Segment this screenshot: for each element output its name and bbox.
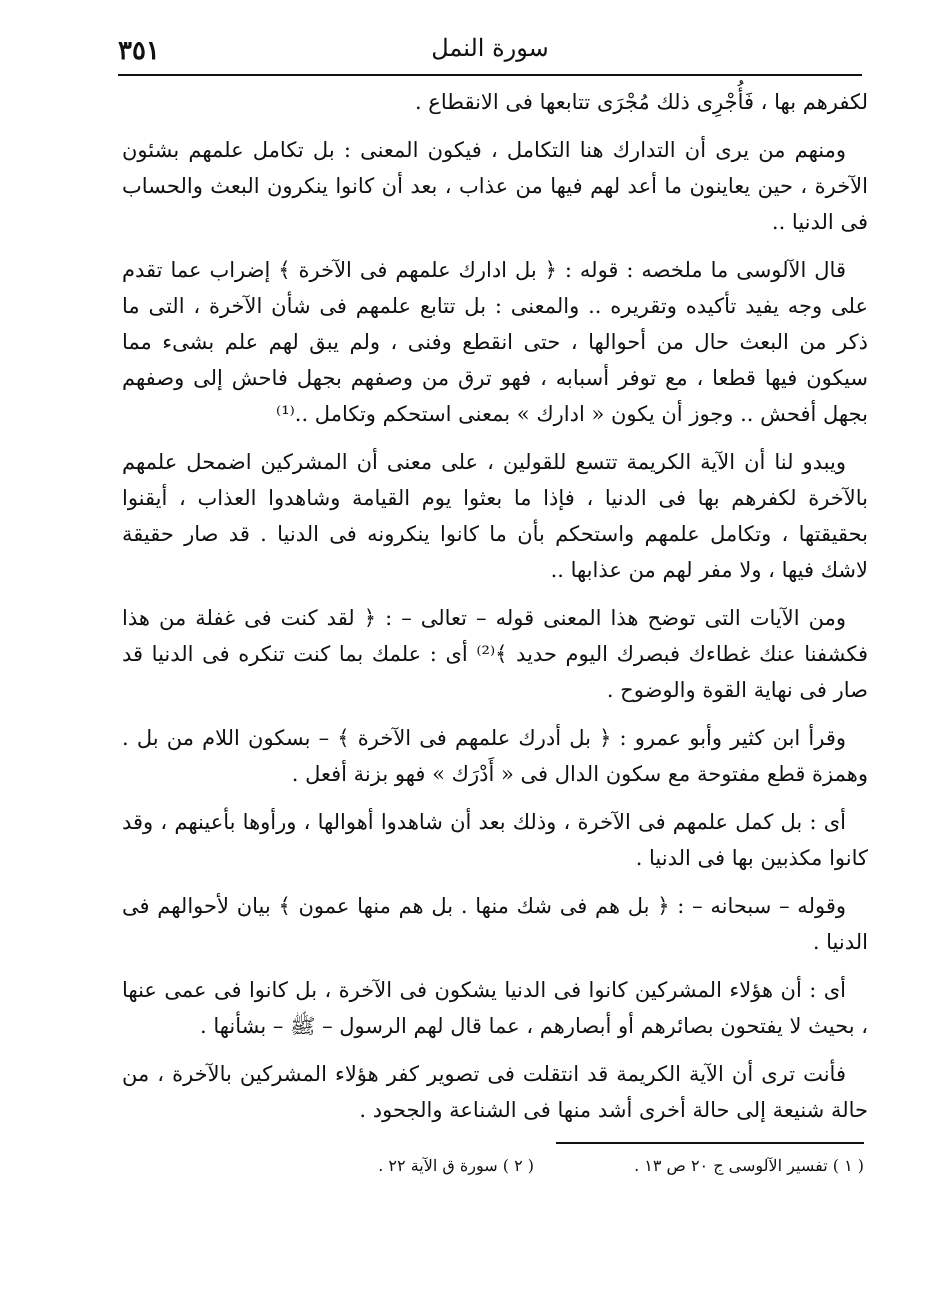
paragraph: قال الآلوسى ما ملخصه : قوله : ﴿ بل ادارك علمهم فى الآخرة ﴾ إضراب عما تقدم على وجه يفيد تأكيده وتقريره .. والمعنى : بل تتابع علمهم فى شأن الآخرة ، التى ما ذكر من البعث حال من أحوالها ، حتى انقطع وفنى ، ولم يبق لهم علم بشىء مما سيكون فيها قطعا ، مع توفر أسبابه ، فهو ترق من وصفهم بجهل فاحش إلى وصفهم بجهل أفحش .. وجوز أن يكون « ادارك » بمعنى استحكم وتكامل ..⁽¹⁾ [122,258,868,426]
footnote-2: ( ٢ ) سورة ق الآية ٢٢ . [378,1156,534,1175]
paragraph: ويبدو لنا أن الآية الكريمة تتسع للقولين ، على معنى أن المشركين اضمحل علمهم بالآخرة لكفرهم بها فى الدنيا ، فإذا ما بعثوا يوم القيامة وشاهدوا العذاب ، أيقنوا بحقيقتها ، وتكامل علمهم واستحكم بأن ما كانوا ينكرونه فى الدنيا . قد صار حقيقة لاشك فيها ، ولا مفر لهم من عذابها .. [122,450,868,582]
paragraph: لكفرهم بها ، فَأُجْرِى ذلك مُجْرَى تتابعها فى الانقطاع . [414,90,868,114]
paragraph: فأنت ترى أن الآية الكريمة قد انتقلت فى تصوير كفر هؤلاء المشركين بالآخرة ، من حالة شنيعة إلى حالة أخرى أشد منها فى الشناعة والجحود . [122,1062,868,1122]
paragraph: وقوله – سبحانه – : ﴿ بل هم فى شك منها . بل هم منها عمون ﴾ بيان لأحوالهم فى الدنيا . [122,894,868,954]
footnotes [260,1156,864,1186]
paragraph: أى : بل كمل علمهم فى الآخرة ، وذلك بعد أن شاهدوا أهوالها ، ورأوها بأعينهم ، وقد كانوا مكذبين بها فى الدنيا . [122,810,868,870]
page-number: ٣٥١ [118,36,160,66]
surah-title: سورة النمل [431,34,549,62]
paragraph: ومن الآيات التى توضح هذا المعنى قوله – تعالى – : ﴿ لقد كنت فى غفلة من هذا فكشفنا عنك غطاءك فبصرك اليوم حديد ﴾⁽²⁾ أى : علمك بما كنت تنكره فى الدنيا قد صار فى نهاية القوة والوضوح . [122,606,868,702]
paragraph: أى : أن هؤلاء المشركين كانوا فى الدنيا يشكون فى الآخرة ، بل كانوا فى عمى عنها ، بحيث لا يفتحون بصائرهم أو أبصارهم ، عما قال لهم الرسول – ﷺ – بشأنها . [122,978,868,1038]
footnote-1: ( ١ ) تفسير الآلوسى ج ٢٠ ص ١٣ . [634,1156,864,1175]
paragraph: وقرأ ابن كثير وأبو عمرو : ﴿ بل أدرك علمهم فى الآخرة ﴾ – بسكون اللام من بل . وهمزة قطع مفتوحة مع سكون الدال فى « أَدْرَك » فهو بزنة أفعل . [122,726,868,786]
paragraph: ومنهم من يرى أن التدارك هنا التكامل ، فيكون المعنى : بل تكامل علمهم بشئون الآخرة ، حين يعاينون ما أعد لهم فيها من عذاب ، بعد أن كانوا ينكرون البعث والحساب فى الدنيا .. [122,138,868,234]
page-header [118,30,862,76]
footnote-divider [556,1142,864,1144]
page-body [122,84,868,1140]
